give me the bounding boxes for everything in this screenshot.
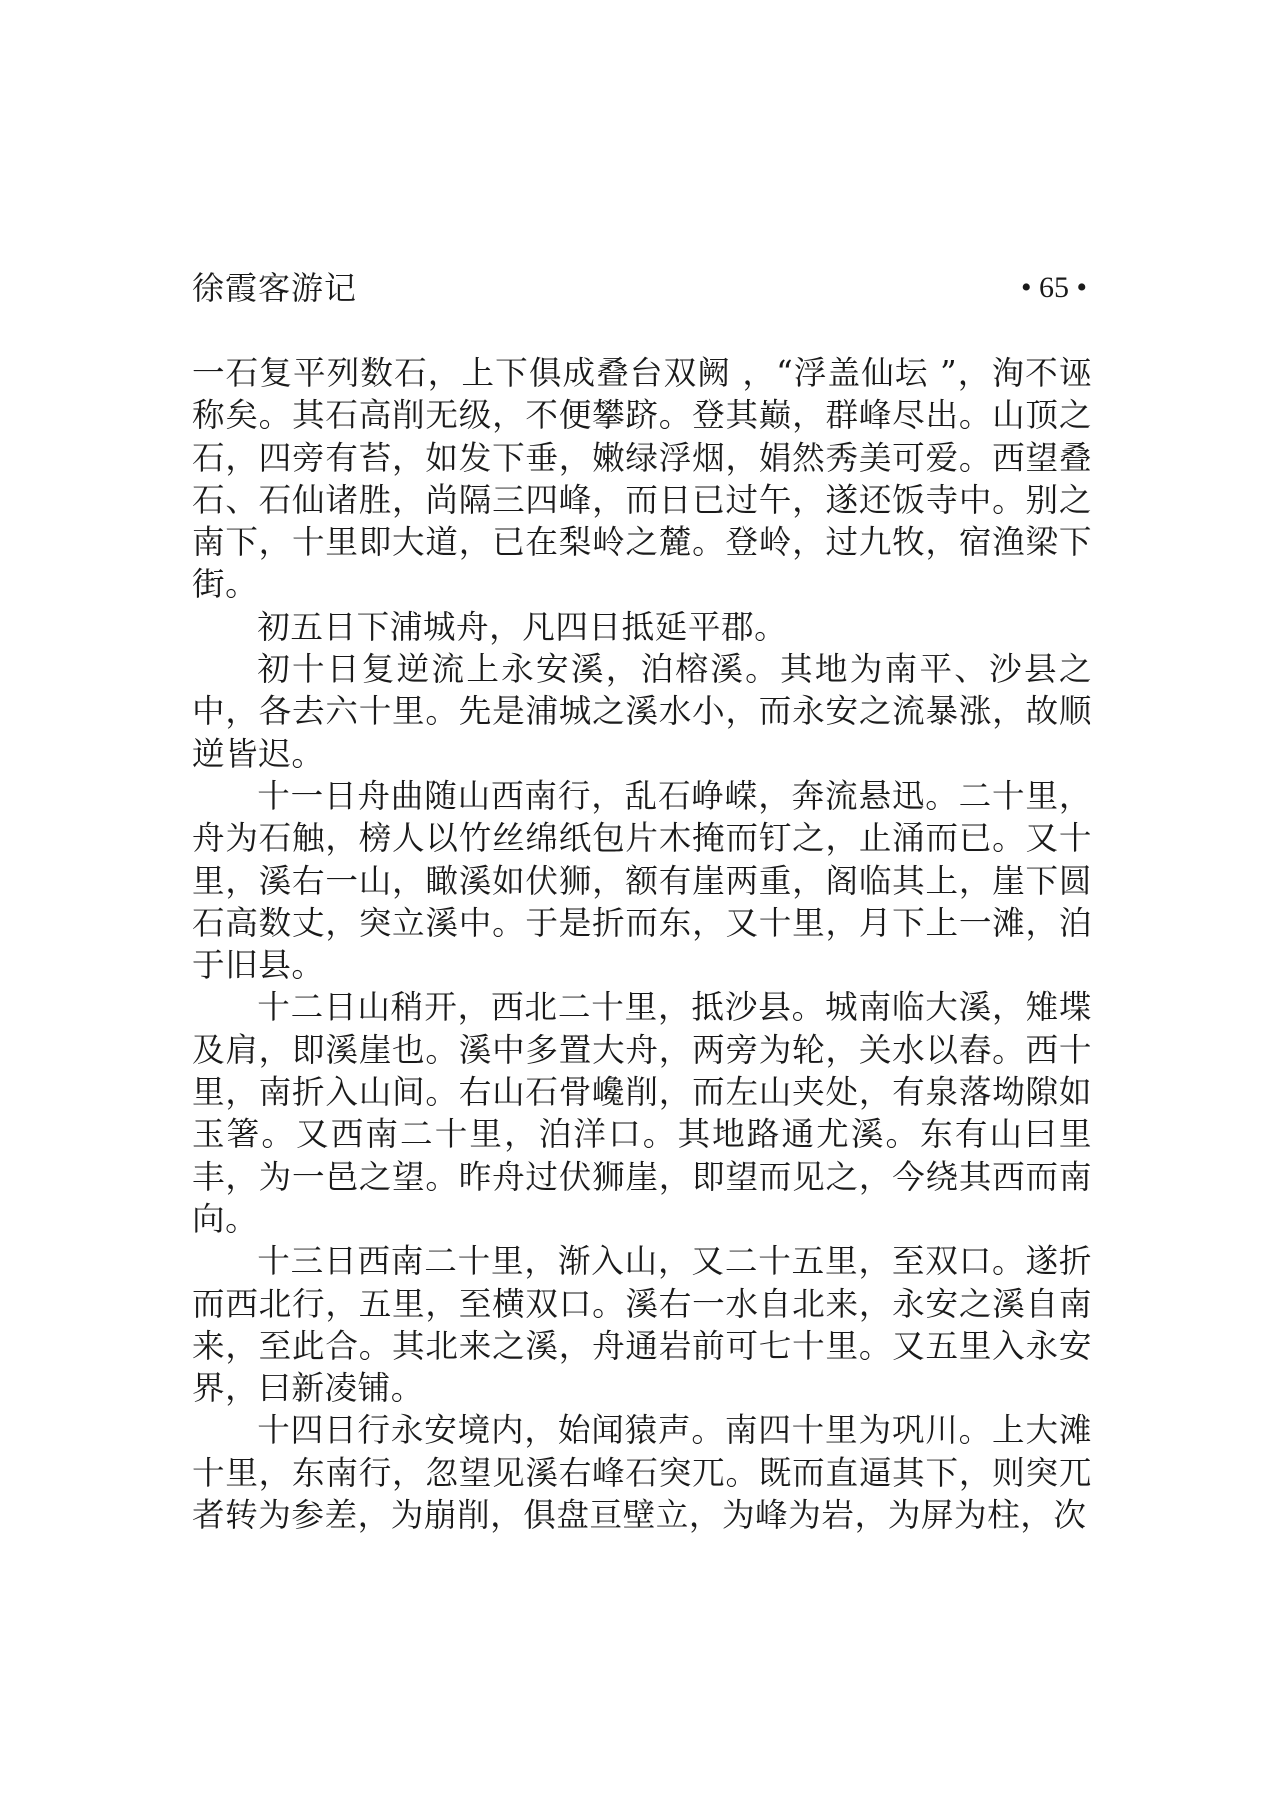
paragraph-day-11: 十一日舟曲随山西南行，乱石峥嵘，奔流悬迅。二十里，舟为石触，榜人以竹丝绵纸包片木掩而钉之，止涌而已。又十里，溪右一山，瞰溪如伏狮，额有崖两重，阁临其上，崖下圆石高数丈，突立溪中。于是折而东，又十里，月下上一滩，泊于旧县。 xyxy=(192,776,1092,985)
book-title: 徐霞客游记 xyxy=(192,269,358,307)
running-header xyxy=(192,266,1087,310)
paragraph-day-12: 十二日山稍开，西北二十里，抵沙县。城南临大溪，雉堞及肩，即溪崖也。溪中多置大舟，两旁为轮，关水以舂。西十里，南折入山间。右山石骨巉削，而左山夹处，有泉落坳隙如玉箸。又西南二十里，泊洋口。其地路通尤溪。东有山曰里丰，为一邑之望。昨舟过伏狮崖，即望而见之，今绕其西而南向。 xyxy=(192,988,1092,1238)
page-number: • 65 • xyxy=(1020,271,1087,304)
paragraph-day-5: 初五日下浦城舟，凡四日抵延平郡。 xyxy=(257,607,788,646)
paragraph-day-14: 十四日行永安境内，始闻猿声。南四十里为巩川。上大滩十里，东南行，忽望见溪右峰石突兀。既而直逼其下，则突兀者转为参差，为崩削，俱盘亘壁立，为峰为岩，为屏为柱，次 xyxy=(192,1411,1092,1535)
paragraph-day-13: 十三日西南二十里，渐入山，又二十五里，至双口。遂折而西北行，五里，至横双口。溪右一水自北来，永安之溪自南来，至此合。其北来之溪，舟通岩前可七十里。又五里入永安界，曰新凌铺。 xyxy=(192,1242,1092,1408)
paragraph-day-10: 初十日复逆流上永安溪，泊榕溪。其地为南平、沙县之中，各去六十里。先是浦城之溪水小，而永安之流暴涨，故顺逆皆迟。 xyxy=(192,650,1092,773)
body-text xyxy=(192,352,1092,1536)
paragraph-continuation: 一石复平列数石，上下俱成叠台双阙 ，“浮盖仙坛 ”，洵不诬称矣。其石高削无级，不便攀跻。登其巅，群峰尽出。山顶之石，四旁有苔，如发下垂，嫩绿浮烟，娟然秀美可爱。西望叠石、石仙诸胜，尚隔三四峰，而日已过午，遂还饭寺中。别之南下，十里即大道，已在梨岭之麓。登岭，过九牧，宿渔梁下街。 xyxy=(192,354,1092,604)
